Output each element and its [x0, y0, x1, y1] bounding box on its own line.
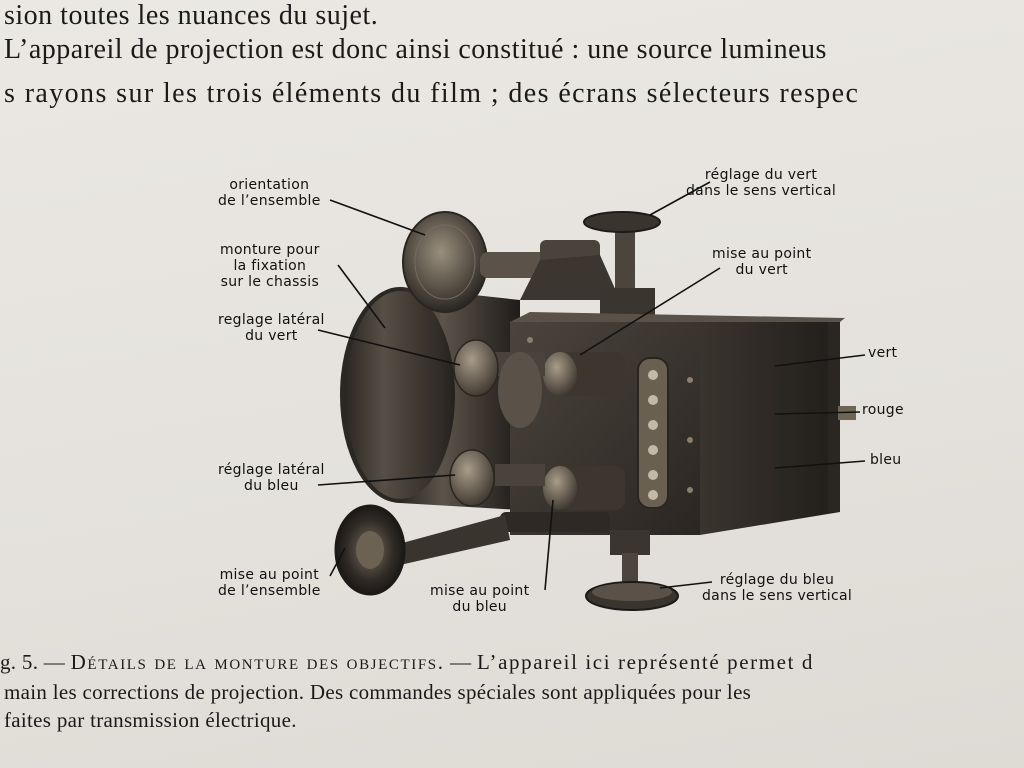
label-mise-au-point-ensemble: mise au point de l’ensemble — [218, 567, 321, 599]
body-text-line-2: L’appareil de projection est donc ainsi constitué : une source lumineus — [4, 34, 827, 65]
label-mise-au-point-bleu: mise au point du bleu — [430, 583, 530, 615]
label-reglage-lateral-vert: reglage latéral du vert — [218, 312, 325, 344]
caption-line-1-rest: L’appareil ici représenté permet d — [476, 650, 814, 674]
figure-caption-line-3: faites par transmission électrique. — [4, 708, 297, 732]
figure-caption-line-2: main les corrections de projection. Des commandes spéciales sont appliquées pour les — [4, 680, 752, 704]
label-rouge: rouge — [862, 402, 904, 418]
label-reglage-vert-vertical: réglage du vert dans le sens vertical — [686, 167, 837, 199]
label-vert: vert — [868, 345, 898, 361]
caption-dash: — — [444, 650, 477, 674]
body-text-line-1: sion toutes les nuances du sujet. — [4, 0, 379, 31]
label-orientation-ensemble: orientation de l’ensemble — [218, 177, 321, 209]
figure-number: g. 5. — — [0, 650, 66, 674]
label-mise-au-point-vert: mise au point du vert — [712, 246, 812, 278]
label-reglage-bleu-vertical: réglage du bleu dans le sens vertical — [702, 572, 853, 604]
body-text-line-3: s rayons sur les trois éléments du film ; des écrans sélecteurs respec — [4, 78, 860, 109]
label-monture-fixation: monture pour la fixation sur le chassis — [220, 242, 320, 290]
label-bleu: bleu — [870, 452, 902, 468]
figure-title: Détails de la monture des objectifs. — [70, 650, 445, 674]
figure-caption-line-1 — [0, 650, 814, 675]
label-reglage-lateral-bleu: réglage latéral du bleu — [218, 462, 325, 494]
